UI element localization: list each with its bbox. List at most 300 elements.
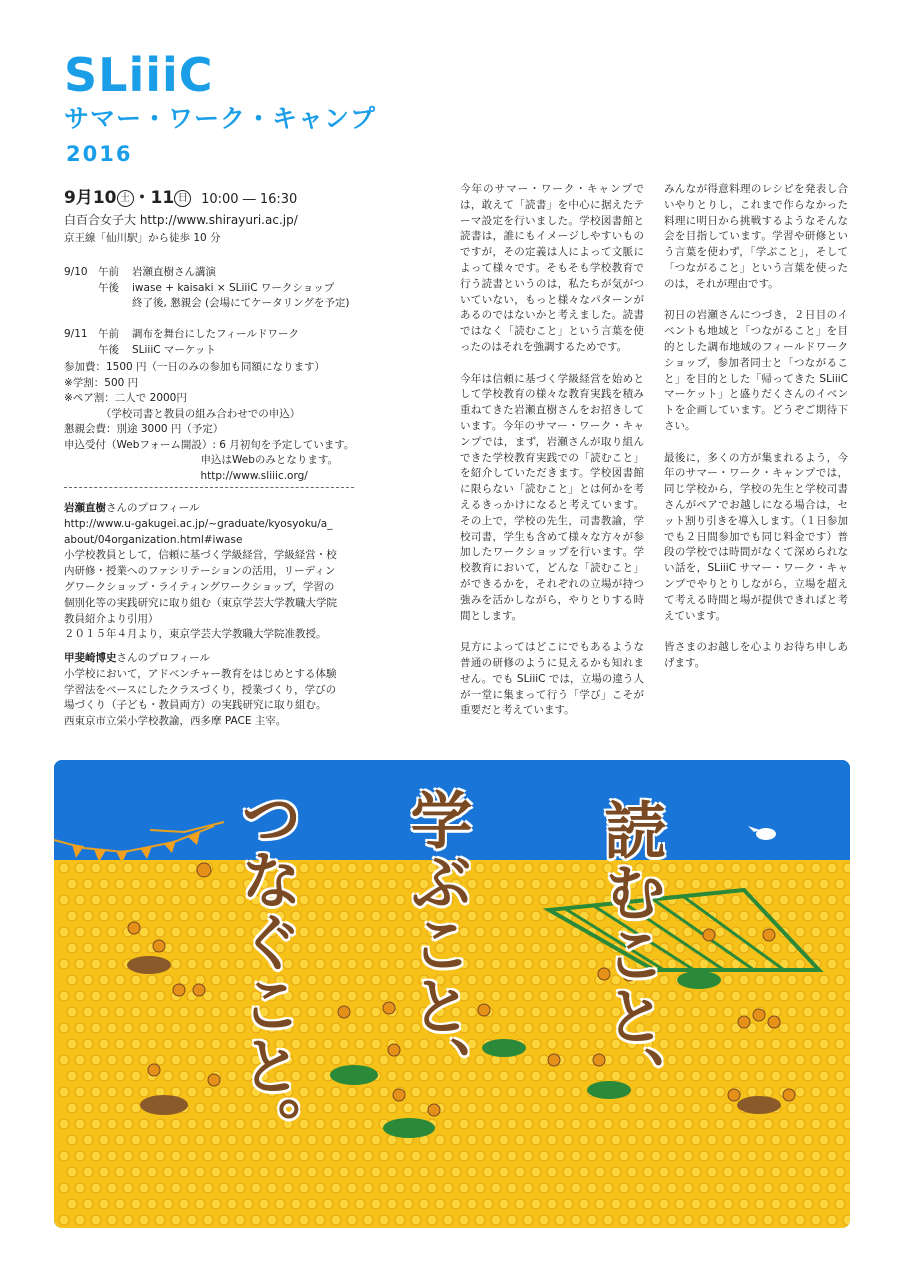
flower	[811, 1055, 821, 1065]
flower	[371, 1167, 381, 1177]
flower	[219, 863, 229, 873]
flower	[731, 895, 741, 905]
flower	[683, 1023, 693, 1033]
flower	[323, 1039, 333, 1049]
flower	[171, 1215, 181, 1225]
flower	[507, 895, 517, 905]
flower	[59, 1215, 69, 1225]
profile-name: 岩瀬直樹	[64, 502, 106, 514]
flower	[155, 1183, 165, 1193]
flower	[539, 1023, 549, 1033]
flower	[723, 975, 733, 985]
flower	[667, 1215, 677, 1225]
flower	[835, 1039, 845, 1049]
flower	[123, 1119, 133, 1129]
flower	[787, 879, 797, 889]
flower	[195, 911, 205, 921]
flower	[107, 1023, 117, 1033]
flower	[187, 895, 197, 905]
flower	[355, 911, 365, 921]
flower	[323, 1103, 333, 1113]
flower	[219, 1119, 229, 1129]
flower	[779, 1055, 789, 1065]
flower	[59, 1151, 69, 1161]
flower	[99, 1135, 109, 1145]
flower	[155, 1215, 165, 1225]
venue-access: 京王線「仙川駅」から徒歩 10 分	[64, 232, 221, 244]
flower	[507, 1151, 517, 1161]
flower	[771, 975, 781, 985]
flower	[755, 879, 765, 889]
flower	[675, 1007, 685, 1017]
flower	[803, 1007, 813, 1017]
flower	[731, 1183, 741, 1193]
flower	[627, 1167, 637, 1177]
flower	[571, 1119, 581, 1129]
flower	[99, 943, 109, 953]
schedule-slot: 午前	[98, 328, 119, 340]
flower	[779, 1215, 789, 1225]
flower	[779, 1151, 789, 1161]
flower	[795, 959, 805, 969]
flower	[515, 1135, 525, 1145]
flower	[91, 863, 101, 873]
flower	[67, 975, 77, 985]
flower	[315, 1055, 325, 1065]
flower	[683, 991, 693, 1001]
profile-line: 内研修・授業へのファシリテーションの活用，リーディン	[64, 565, 336, 578]
profile-name: 甲斐崎博史	[64, 652, 117, 664]
flower	[331, 959, 341, 969]
flower	[139, 1119, 149, 1129]
flower	[363, 1055, 373, 1065]
flower	[419, 1199, 429, 1209]
flower	[67, 1007, 77, 1017]
flower	[747, 1183, 757, 1193]
flower	[427, 1151, 437, 1161]
flower	[275, 1167, 285, 1177]
flower	[579, 975, 589, 985]
banner-text-tsunagu: つなぐこと。	[230, 786, 303, 1158]
flower	[411, 1183, 421, 1193]
fees	[64, 360, 354, 484]
flower	[515, 975, 525, 985]
flower	[435, 1167, 445, 1177]
flower	[379, 863, 389, 873]
flower	[243, 1199, 253, 1209]
paragraph: みんなが得意料理のレシピを発表し合いやりとりし，これまで作らなかった料理に明日から挑戦するようなそんな会を目指しています。学習や研修という言葉を使わず，「学ぶこと」，そして「つながること」という言葉を使ったのは，それが理由です。	[664, 183, 848, 290]
flower	[795, 1183, 805, 1193]
flower	[379, 1215, 389, 1225]
flower	[675, 1167, 685, 1177]
flower	[539, 1215, 549, 1225]
flower	[139, 1151, 149, 1161]
flower	[667, 1087, 677, 1097]
flower	[307, 1135, 317, 1145]
flower	[843, 1119, 850, 1129]
flower	[99, 1199, 109, 1209]
flower	[211, 911, 221, 921]
flower	[523, 1023, 533, 1033]
flower	[339, 879, 349, 889]
flower	[699, 1151, 709, 1161]
flower	[819, 1167, 829, 1177]
flower	[547, 1199, 557, 1209]
event-date: 9月10 土 ・11 日 10:00 ― 16:30	[64, 188, 298, 208]
flower	[147, 1135, 157, 1145]
flower	[691, 1007, 701, 1017]
flower	[539, 991, 549, 1001]
flower	[539, 895, 549, 905]
flower	[843, 1215, 850, 1225]
flower	[139, 1055, 149, 1065]
flower	[307, 879, 317, 889]
flower	[99, 975, 109, 985]
flower	[227, 1199, 237, 1209]
flower	[379, 1023, 389, 1033]
flower	[307, 1071, 317, 1081]
flower	[755, 1167, 765, 1177]
flower	[747, 1215, 757, 1225]
flower	[707, 1135, 717, 1145]
flower	[771, 1135, 781, 1145]
flower	[123, 1183, 133, 1193]
flower	[59, 927, 69, 937]
flower	[171, 1087, 181, 1097]
flower	[539, 1119, 549, 1129]
flower	[523, 1055, 533, 1065]
flower	[491, 1119, 501, 1129]
flower	[179, 1135, 189, 1145]
flower	[779, 991, 789, 1001]
flower	[531, 975, 541, 985]
flower	[531, 1167, 541, 1177]
flower	[187, 1055, 197, 1065]
flower	[379, 1087, 389, 1097]
flower	[339, 1135, 349, 1145]
flower	[475, 1023, 485, 1033]
flower	[779, 1119, 789, 1129]
flower	[683, 1183, 693, 1193]
flower	[187, 863, 197, 873]
flower	[707, 879, 717, 889]
flower	[195, 943, 205, 953]
flower	[747, 1087, 757, 1097]
flower	[523, 927, 533, 937]
flower	[515, 1199, 525, 1209]
flower	[115, 1039, 125, 1049]
flower	[515, 1007, 525, 1017]
flower	[523, 1151, 533, 1161]
flower	[131, 943, 141, 953]
flower	[371, 975, 381, 985]
flower	[755, 1071, 765, 1081]
flower	[347, 863, 357, 873]
flower	[611, 1199, 621, 1209]
flower	[171, 1183, 181, 1193]
flower	[755, 975, 765, 985]
flower	[555, 1023, 565, 1033]
flower	[171, 863, 181, 873]
flower	[163, 1199, 173, 1209]
flower	[707, 1071, 717, 1081]
flower	[587, 1119, 597, 1129]
flower	[563, 975, 573, 985]
flower	[139, 1023, 149, 1033]
flower	[203, 895, 213, 905]
flower	[555, 863, 565, 873]
flower	[547, 975, 557, 985]
flower	[91, 959, 101, 969]
flower	[387, 1199, 397, 1209]
flower	[835, 911, 845, 921]
profile-line: 小学校教員として，信頼に基づく学級経営，学級経営・校	[64, 549, 337, 562]
flower	[123, 991, 133, 1001]
flower	[827, 895, 837, 905]
flower	[779, 863, 789, 873]
flower	[531, 1103, 541, 1113]
flower	[659, 1135, 669, 1145]
flower	[315, 959, 325, 969]
flower	[355, 1135, 365, 1145]
flower	[275, 1199, 285, 1209]
flower	[803, 1071, 813, 1081]
flower	[339, 1199, 349, 1209]
flower	[571, 1055, 581, 1065]
flower	[483, 1199, 493, 1209]
flower	[347, 1023, 357, 1033]
flower	[99, 911, 109, 921]
flower	[763, 1183, 773, 1193]
flower	[467, 1167, 477, 1177]
flower	[827, 1119, 837, 1129]
flower	[763, 1119, 773, 1129]
flower	[803, 975, 813, 985]
flower	[83, 1167, 93, 1177]
flower	[355, 943, 365, 953]
flower	[243, 1167, 253, 1177]
flower	[83, 879, 93, 889]
flower	[107, 991, 117, 1001]
flower	[211, 943, 221, 953]
flower	[179, 975, 189, 985]
flower	[235, 1215, 245, 1225]
flower	[819, 943, 829, 953]
flower	[115, 943, 125, 953]
flower	[547, 1103, 557, 1113]
flower	[371, 879, 381, 889]
flower	[539, 927, 549, 937]
profile-line: 個別化等の実践研究に取り組む（東京学芸大学教職大学院	[64, 596, 337, 609]
flower	[787, 1071, 797, 1081]
flower	[507, 1023, 517, 1033]
flower	[187, 927, 197, 937]
flower	[571, 1215, 581, 1225]
flower	[67, 943, 77, 953]
flower	[371, 1199, 381, 1209]
flower	[147, 1039, 157, 1049]
flower	[467, 1199, 477, 1209]
flower	[131, 1135, 141, 1145]
flower	[179, 1007, 189, 1017]
flower	[475, 959, 485, 969]
flower	[547, 1167, 557, 1177]
flower	[75, 959, 85, 969]
flower	[691, 911, 701, 921]
flower	[827, 1087, 837, 1097]
flower	[75, 927, 85, 937]
flower	[227, 1167, 237, 1177]
flower	[763, 863, 773, 873]
flower	[195, 1007, 205, 1017]
flower	[691, 879, 701, 889]
schedule-row	[64, 265, 350, 281]
flower	[107, 895, 117, 905]
flower	[147, 1007, 157, 1017]
flower	[811, 1119, 821, 1129]
flower	[523, 959, 533, 969]
flower	[683, 1087, 693, 1097]
flower	[763, 991, 773, 1001]
flower	[219, 1087, 229, 1097]
flower	[131, 1007, 141, 1017]
flower	[347, 959, 357, 969]
flower	[563, 1039, 573, 1049]
flower	[475, 1151, 485, 1161]
flower	[355, 975, 365, 985]
flower	[507, 1183, 517, 1193]
flower	[139, 927, 149, 937]
flower	[163, 1007, 173, 1017]
flower	[219, 1183, 229, 1193]
fee-line: 参加費：1500 円（一日のみの参加も同額になります）	[64, 361, 326, 373]
flower	[843, 863, 850, 873]
flower	[531, 879, 541, 889]
flower	[723, 1007, 733, 1017]
flower	[163, 911, 173, 921]
flower	[715, 863, 725, 873]
flower	[323, 1007, 333, 1017]
flower	[379, 1055, 389, 1065]
flower	[331, 1151, 341, 1161]
flower	[531, 1071, 541, 1081]
flower	[843, 1151, 850, 1161]
flower	[499, 911, 509, 921]
flower	[739, 1135, 749, 1145]
profile-suffix: さんのプロフィール	[116, 652, 210, 664]
flower	[811, 895, 821, 905]
profile-line: 教員紹介より引用）	[64, 612, 159, 625]
flower	[91, 1087, 101, 1097]
flower	[715, 1151, 725, 1161]
flower	[195, 1039, 205, 1049]
flower	[715, 927, 725, 937]
flower	[107, 959, 117, 969]
flower	[475, 1087, 485, 1097]
flower	[483, 911, 493, 921]
flower	[387, 1103, 397, 1113]
flower	[59, 895, 69, 905]
flower	[571, 1183, 581, 1193]
flower	[203, 1119, 213, 1129]
flower	[723, 879, 733, 889]
flower	[547, 879, 557, 889]
flower	[91, 991, 101, 1001]
flower	[699, 1183, 709, 1193]
flower	[619, 1151, 629, 1161]
flower	[827, 1023, 837, 1033]
flower	[803, 1167, 813, 1177]
profile-line: about/04organization.html#iwase	[64, 533, 243, 546]
flower	[323, 911, 333, 921]
fee-line: http://www.sliiic.org/	[64, 469, 308, 482]
event-time: 10:00 ― 16:30	[201, 192, 298, 207]
flower	[547, 1071, 557, 1081]
flower	[811, 1087, 821, 1097]
flower	[811, 991, 821, 1001]
flower	[747, 1151, 757, 1161]
flower	[699, 1055, 709, 1065]
flower	[171, 1023, 181, 1033]
flower	[531, 943, 541, 953]
flower	[363, 863, 373, 873]
flower	[691, 1199, 701, 1209]
flower	[315, 1023, 325, 1033]
flower	[787, 1167, 797, 1177]
flower	[187, 1151, 197, 1161]
flower	[539, 863, 549, 873]
flower	[323, 1199, 333, 1209]
flower	[203, 1023, 213, 1033]
flower	[195, 1135, 205, 1145]
flower	[515, 1103, 525, 1113]
flower	[75, 1151, 85, 1161]
flower	[187, 1215, 197, 1225]
flower	[739, 1199, 749, 1209]
flower	[123, 1087, 133, 1097]
flower	[507, 959, 517, 969]
flower	[827, 991, 837, 1001]
flower	[107, 927, 117, 937]
flower	[555, 1119, 565, 1129]
flower	[523, 1119, 533, 1129]
flower	[795, 895, 805, 905]
flower	[171, 1119, 181, 1129]
flower	[107, 1119, 117, 1129]
flower	[331, 1119, 341, 1129]
flower	[307, 1007, 317, 1017]
flower	[347, 1087, 357, 1097]
flower	[331, 895, 341, 905]
flower	[379, 927, 389, 937]
flower	[411, 1215, 421, 1225]
flower	[563, 1135, 573, 1145]
flower	[491, 1023, 501, 1033]
flower	[811, 1215, 821, 1225]
flower	[323, 975, 333, 985]
flower	[723, 1103, 733, 1113]
flower	[379, 1183, 389, 1193]
flower	[131, 975, 141, 985]
flower	[155, 1055, 165, 1065]
flower	[83, 1103, 93, 1113]
fee-line: ※ペア割：二人で 2000円	[64, 392, 187, 404]
paragraph: 見方によってはどこにでもあるような普通の研修のように見えるかも知れません。でも SLiiiC では，立場の違う人が一堂に集まって行う「学び」こそが重要だと考えています。	[460, 641, 644, 717]
flower	[563, 1103, 573, 1113]
flower	[67, 1135, 77, 1145]
flower	[683, 927, 693, 937]
flower	[835, 1007, 845, 1017]
